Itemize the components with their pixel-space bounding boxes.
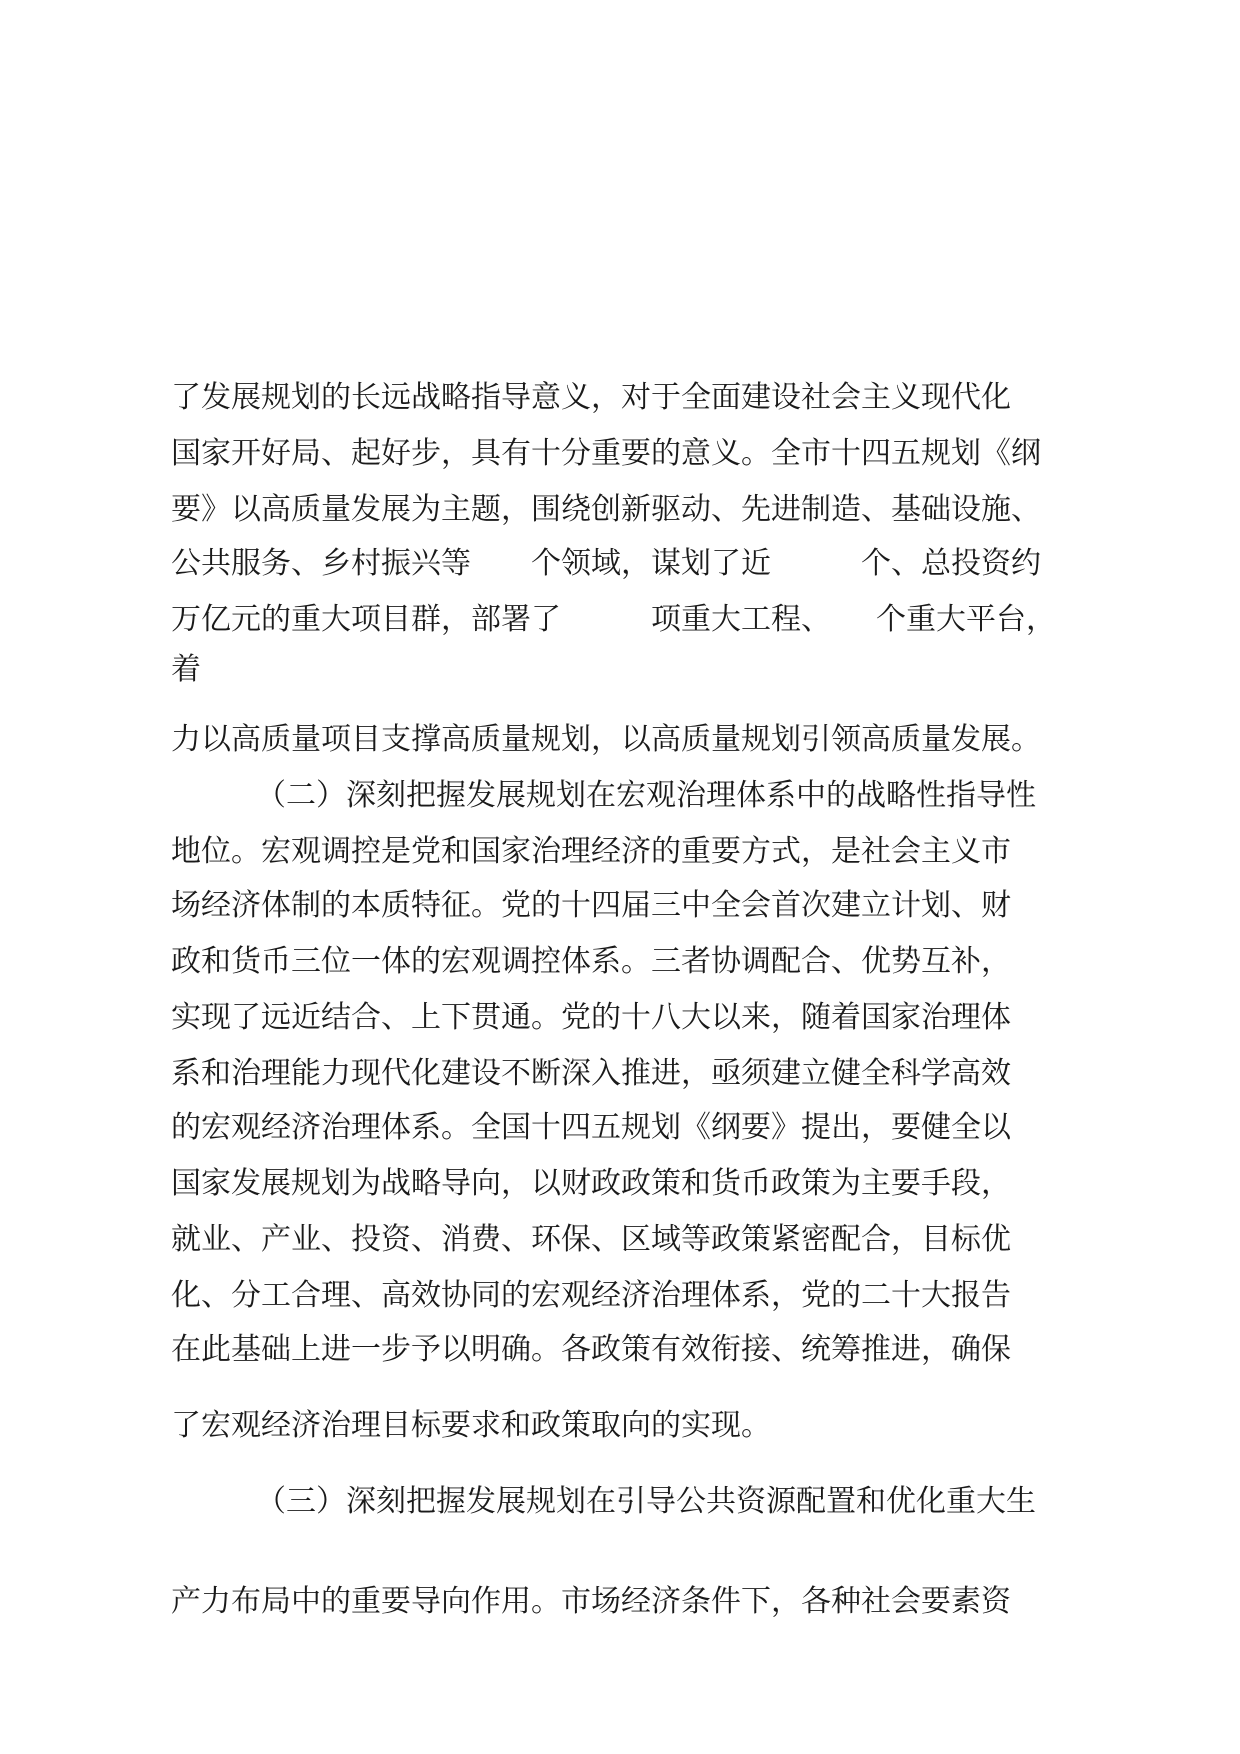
text-line: 地位。宏观调控是党和国家治理经济的重要方式，是社会主义市 bbox=[171, 834, 1011, 869]
text-line: 产力布局中的重要导向作用。市场经济条件下，各种社会要素资 bbox=[171, 1584, 1011, 1619]
text-line: 着 bbox=[171, 652, 201, 687]
text-line: 公共服务、乡村振兴等 个领域，谋划了近 个、总投资约 bbox=[171, 546, 1041, 581]
text-line: 政和货币三位一体的宏观调控体系。三者协调配合、优势互补， bbox=[171, 944, 1011, 979]
text-line: 场经济体制的本质特征。党的十四届三中全会首次建立计划、财 bbox=[171, 888, 1011, 923]
text-line: 实现了远近结合、上下贯通。党的十八大以来，随着国家治理体 bbox=[171, 1000, 1011, 1035]
text-line: 力以高质量项目支撑高质量规划，以高质量规划引领高质量发展。 bbox=[171, 722, 1041, 757]
text-line: 要》以高质量发展为主题，围绕创新驱动、先进制造、基础设施、 bbox=[171, 492, 1041, 527]
text-line: 了宏观经济治理目标要求和政策取向的实现。 bbox=[171, 1408, 771, 1443]
section-heading-3: （三）深刻把握发展规划在引导公共资源配置和优化重大生 bbox=[256, 1484, 1036, 1519]
text-line: 化、分工合理、高效协同的宏观经济治理体系，党的二十大报告 bbox=[171, 1278, 1011, 1313]
text-line: 国家发展规划为战略导向，以财政政策和货币政策为主要手段， bbox=[171, 1166, 1011, 1201]
text-line: 在此基础上进一步予以明确。各政策有效衔接、统筹推进，确保 bbox=[171, 1332, 1011, 1367]
text-line: 国家开好局、起好步，具有十分重要的意义。全市十四五规划《纲 bbox=[171, 436, 1041, 471]
text-line: 万亿元的重大项目群，部署了 项重大工程、 个重大平台， bbox=[171, 602, 1056, 637]
text-line: 就业、产业、投资、消费、环保、区域等政策紧密配合，目标优 bbox=[171, 1222, 1011, 1257]
text-line: 了发展规划的长远战略指导意义，对于全面建设社会主义现代化 bbox=[171, 380, 1011, 415]
section-heading-2: （二）深刻把握发展规划在宏观治理体系中的战略性指导性 bbox=[256, 778, 1036, 813]
text-line: 的宏观经济治理体系。全国十四五规划《纲要》提出，要健全以 bbox=[171, 1110, 1011, 1145]
text-line: 系和治理能力现代化建设不断深入推进，亟须建立健全科学高效 bbox=[171, 1056, 1011, 1091]
